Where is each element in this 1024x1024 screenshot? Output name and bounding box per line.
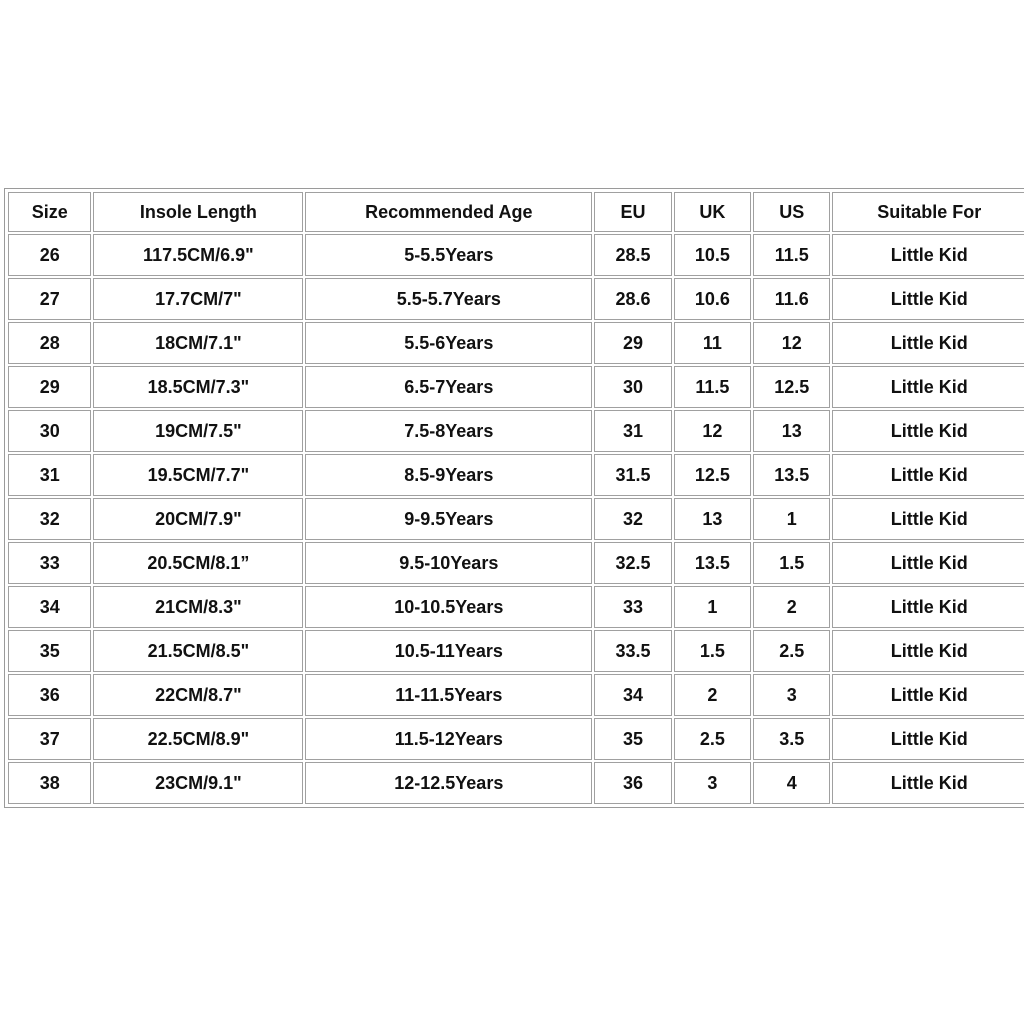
table-body — [8, 234, 1024, 804]
cell-recommended-age: 7.5-8Years — [305, 410, 592, 452]
cell-us: 12.5 — [753, 366, 830, 408]
cell-uk: 13.5 — [674, 542, 751, 584]
cell-eu: 31.5 — [594, 454, 671, 496]
cell-size: 28 — [8, 322, 91, 364]
table-row — [8, 542, 1024, 584]
cell-size: 37 — [8, 718, 91, 760]
cell-size: 27 — [8, 278, 91, 320]
cell-uk: 2.5 — [674, 718, 751, 760]
cell-recommended-age: 5.5-5.7Years — [305, 278, 592, 320]
cell-suitable-for: Little Kid — [832, 278, 1024, 320]
cell-eu: 32 — [594, 498, 671, 540]
table-row — [8, 234, 1024, 276]
cell-us: 2 — [753, 586, 830, 628]
size-chart-table — [6, 190, 1024, 806]
cell-uk: 12.5 — [674, 454, 751, 496]
cell-us: 12 — [753, 322, 830, 364]
cell-recommended-age: 5.5-6Years — [305, 322, 592, 364]
cell-insole-length: 22CM/8.7" — [93, 674, 303, 716]
cell-eu: 28.5 — [594, 234, 671, 276]
table-row — [8, 498, 1024, 540]
cell-eu: 29 — [594, 322, 671, 364]
cell-size: 31 — [8, 454, 91, 496]
cell-size: 32 — [8, 498, 91, 540]
cell-eu: 34 — [594, 674, 671, 716]
cell-eu: 32.5 — [594, 542, 671, 584]
cell-uk: 11 — [674, 322, 751, 364]
cell-uk: 10.5 — [674, 234, 751, 276]
cell-suitable-for: Little Kid — [832, 322, 1024, 364]
cell-eu: 33.5 — [594, 630, 671, 672]
cell-uk: 2 — [674, 674, 751, 716]
table-row — [8, 278, 1024, 320]
cell-recommended-age: 12-12.5Years — [305, 762, 592, 804]
table-row — [8, 454, 1024, 496]
cell-size: 35 — [8, 630, 91, 672]
table-row — [8, 410, 1024, 452]
cell-suitable-for: Little Kid — [832, 762, 1024, 804]
cell-size: 29 — [8, 366, 91, 408]
header-size: Size — [8, 192, 91, 232]
cell-us: 13.5 — [753, 454, 830, 496]
cell-recommended-age: 8.5-9Years — [305, 454, 592, 496]
header-us: US — [753, 192, 830, 232]
cell-recommended-age: 9.5-10Years — [305, 542, 592, 584]
table-row — [8, 586, 1024, 628]
cell-us: 4 — [753, 762, 830, 804]
cell-recommended-age: 11-11.5Years — [305, 674, 592, 716]
cell-recommended-age: 10.5-11Years — [305, 630, 592, 672]
cell-eu: 31 — [594, 410, 671, 452]
cell-insole-length: 21.5CM/8.5" — [93, 630, 303, 672]
cell-size: 38 — [8, 762, 91, 804]
cell-us: 11.6 — [753, 278, 830, 320]
cell-uk: 11.5 — [674, 366, 751, 408]
cell-insole-length: 19.5CM/7.7" — [93, 454, 303, 496]
cell-suitable-for: Little Kid — [832, 718, 1024, 760]
cell-insole-length: 17.7CM/7" — [93, 278, 303, 320]
size-chart-container — [4, 188, 1024, 808]
cell-insole-length: 21CM/8.3" — [93, 586, 303, 628]
cell-us: 3.5 — [753, 718, 830, 760]
table-row — [8, 762, 1024, 804]
cell-us: 13 — [753, 410, 830, 452]
cell-us: 3 — [753, 674, 830, 716]
cell-suitable-for: Little Kid — [832, 630, 1024, 672]
cell-suitable-for: Little Kid — [832, 234, 1024, 276]
cell-uk: 1.5 — [674, 630, 751, 672]
cell-insole-length: 19CM/7.5" — [93, 410, 303, 452]
cell-uk: 10.6 — [674, 278, 751, 320]
cell-uk: 13 — [674, 498, 751, 540]
cell-size: 26 — [8, 234, 91, 276]
cell-uk: 1 — [674, 586, 751, 628]
cell-recommended-age: 5-5.5Years — [305, 234, 592, 276]
cell-insole-length: 117.5CM/6.9" — [93, 234, 303, 276]
cell-insole-length: 20.5CM/8.1” — [93, 542, 303, 584]
cell-size: 34 — [8, 586, 91, 628]
cell-us: 1.5 — [753, 542, 830, 584]
table-row — [8, 630, 1024, 672]
cell-insole-length: 18.5CM/7.3" — [93, 366, 303, 408]
cell-eu: 33 — [594, 586, 671, 628]
cell-suitable-for: Little Kid — [832, 586, 1024, 628]
cell-us: 2.5 — [753, 630, 830, 672]
cell-suitable-for: Little Kid — [832, 454, 1024, 496]
table-row — [8, 718, 1024, 760]
cell-us: 11.5 — [753, 234, 830, 276]
cell-uk: 12 — [674, 410, 751, 452]
header-recommended-age: Recommended Age — [305, 192, 592, 232]
cell-us: 1 — [753, 498, 830, 540]
cell-uk: 3 — [674, 762, 751, 804]
cell-recommended-age: 9-9.5Years — [305, 498, 592, 540]
cell-size: 33 — [8, 542, 91, 584]
table-row — [8, 674, 1024, 716]
cell-recommended-age: 11.5-12Years — [305, 718, 592, 760]
header-insole-length: Insole Length — [93, 192, 303, 232]
cell-insole-length: 23CM/9.1" — [93, 762, 303, 804]
cell-eu: 35 — [594, 718, 671, 760]
header-uk: UK — [674, 192, 751, 232]
cell-recommended-age: 10-10.5Years — [305, 586, 592, 628]
cell-insole-length: 20CM/7.9" — [93, 498, 303, 540]
table-row — [8, 366, 1024, 408]
header-suitable-for: Suitable For — [832, 192, 1024, 232]
cell-eu: 36 — [594, 762, 671, 804]
table-row — [8, 322, 1024, 364]
cell-suitable-for: Little Kid — [832, 410, 1024, 452]
cell-insole-length: 18CM/7.1" — [93, 322, 303, 364]
cell-suitable-for: Little Kid — [832, 674, 1024, 716]
cell-size: 36 — [8, 674, 91, 716]
cell-size: 30 — [8, 410, 91, 452]
header-eu: EU — [594, 192, 671, 232]
cell-recommended-age: 6.5-7Years — [305, 366, 592, 408]
cell-eu: 30 — [594, 366, 671, 408]
cell-eu: 28.6 — [594, 278, 671, 320]
cell-suitable-for: Little Kid — [832, 366, 1024, 408]
cell-insole-length: 22.5CM/8.9" — [93, 718, 303, 760]
header-row — [8, 192, 1024, 232]
cell-suitable-for: Little Kid — [832, 542, 1024, 584]
cell-suitable-for: Little Kid — [832, 498, 1024, 540]
